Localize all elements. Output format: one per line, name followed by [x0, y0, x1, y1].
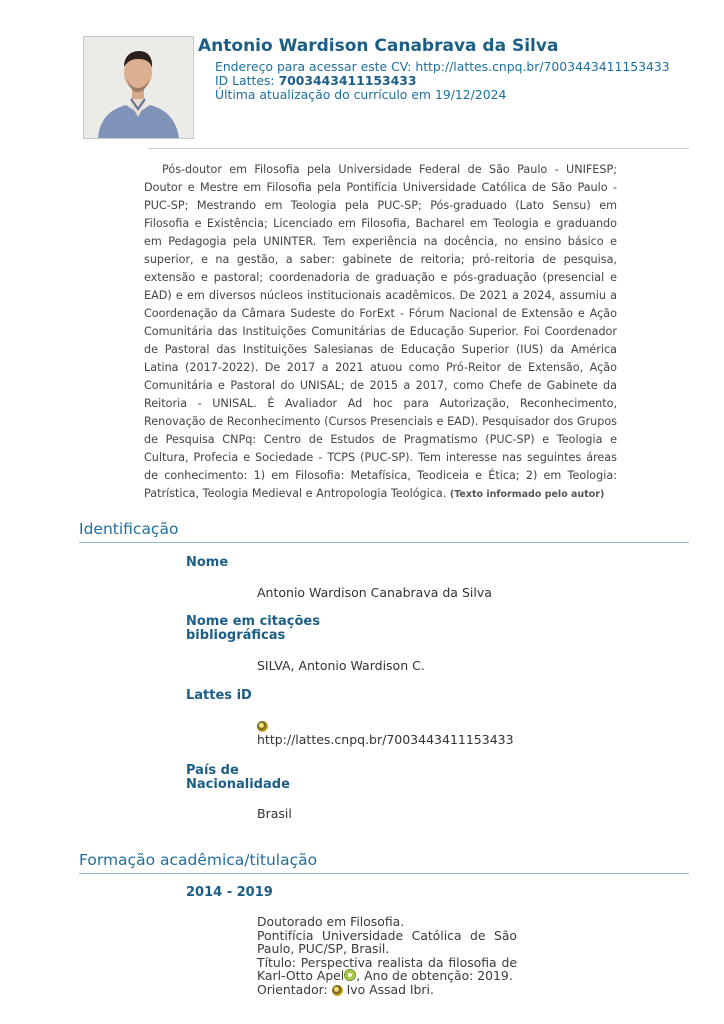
lattes-icon-wrap — [257, 718, 268, 733]
lattes-icon[interactable] — [257, 721, 268, 732]
lattes-url-link[interactable]: http://lattes.cnpq.br/7003443411153433 — [257, 732, 514, 747]
citacoes-label-line1: Nome em citações — [186, 614, 320, 629]
cv-address-link[interactable]: http://lattes.cnpq.br/7003443411153433 — [415, 59, 670, 74]
formacao-entry — [257, 915, 517, 996]
advisor-name[interactable]: Ivo Assad Ibri. — [342, 981, 434, 997]
cv-address-line — [215, 60, 695, 74]
lattes-id-label: ID Lattes: — [215, 73, 275, 88]
advisor-label: Orientador: — [257, 981, 328, 997]
pais-label-line2: Nacionalidade — [186, 777, 290, 792]
lattes-id-field-label: Lattes iD — [186, 688, 252, 703]
pais-value: Brasil — [257, 806, 292, 821]
formacao-thesis — [257, 956, 517, 983]
citacoes-value: SILVA, Antonio Wardison C. — [257, 658, 425, 673]
formacao-institution: Pontifícia Universidade Católica de São Paulo, PUC/SP, Brasil. — [257, 927, 517, 956]
formacao-advisor — [257, 983, 517, 997]
section-divider — [79, 542, 689, 543]
formacao-period: 2014 - 2019 — [186, 885, 273, 900]
profile-photo — [83, 36, 194, 139]
cv-address-label: Endereço para acessar este CV: — [215, 59, 412, 74]
header-divider — [148, 148, 689, 149]
pais-label-line1: País de — [186, 763, 239, 778]
pais-label — [186, 764, 290, 792]
lattes-id-value: 7003443411153433 — [278, 73, 417, 88]
lattes-icon[interactable] — [332, 985, 343, 996]
orcid-icon[interactable] — [344, 969, 356, 981]
nome-label: Nome — [186, 555, 229, 570]
formacao-thesis-year: , Ano de obtenção: 2019. — [356, 968, 513, 983]
formacao-degree: Doutorado em Filosofia. — [257, 914, 405, 929]
last-update: Última atualização do currículo em 19/12/2024 — [215, 87, 507, 102]
citacoes-label — [186, 615, 320, 643]
summary-paragraph — [144, 161, 617, 504]
summary-note: (Texto informado pelo autor) — [449, 489, 605, 500]
lattes-id-line — [215, 74, 695, 88]
page-title: Antonio Wardison Canabrava da Silva — [198, 36, 559, 56]
header-info — [215, 60, 695, 102]
person-portrait-image — [84, 37, 193, 138]
summary-text: Pós-doutor em Filosofia pela Universidade Federal de São Paulo - UNIFESP; Doutor e Mestre em Filosofia pela Pontifícia Universidade Católica de São Paulo - PUC-SP; Mestrando em Teologia pela PUC-SP; Pós-graduado (Lato Sensu) em Filosofia e Existência; Licenciado em Filosofia, Bacharel em Teologia e graduando em Pedagogia pela UNINTER. Tem experiência na docência, no ensino básico e superior, e na gestão, a saber: gabinete de reitoria; pró-reitoria de pesquisa, extensão e pastoral; coordenadoria de graduação e pós-graduação (presencial e EAD) e em diversos núcleos institucionais acadêmicos. De 2021 a 2024, assumiu a Coordenação da Câmara Sudeste do ForExt - Fórum Nacional de Extensão e Ação Comunitária das Instituições Comunitárias de Educação Superior. Foi Coordenador de Pastoral das Instituições Salesianas de Educação Superior (IUS) da América Latina (2017-2022). De 2017 a 2021 atuou como Pró-Reitor de Extensão, Ação Comunitária e Pastoral do UNISAL; de 2015 a 2017, como Chefe de Gabinete da Reitoria - UNISAL. É Avaliador Ad hoc para Autorização, Reconhecimento, Renovação de Reconhecimento (Cursos Presenciais e EAD). Pesquisador dos Grupos de Pesquisa CNPq: Centro de Estudos de Pragmatismo (PUC-SP) e Teologia e Cultura, Profecia e Sociedade - TCPS (PUC-SP). Tem interesse nas seguintes áreas de conhecimento: 1) em Filosofia: Metafísica, Teodiceia e Ética; 2) em Teologia: Patrística, Teologia Medieval e Antropologia Teológica. — [144, 163, 617, 500]
nome-value: Antonio Wardison Canabrava da Silva — [257, 585, 492, 600]
section-title-identificacao: Identificação — [79, 520, 179, 538]
section-divider — [79, 873, 689, 874]
formacao-thesis-title: Título: Perspectiva realista da filosofia de Karl-Otto Apel — [257, 954, 517, 983]
section-title-formacao: Formação acadêmica/titulação — [79, 851, 318, 869]
citacoes-label-line2: bibliográficas — [186, 628, 286, 643]
